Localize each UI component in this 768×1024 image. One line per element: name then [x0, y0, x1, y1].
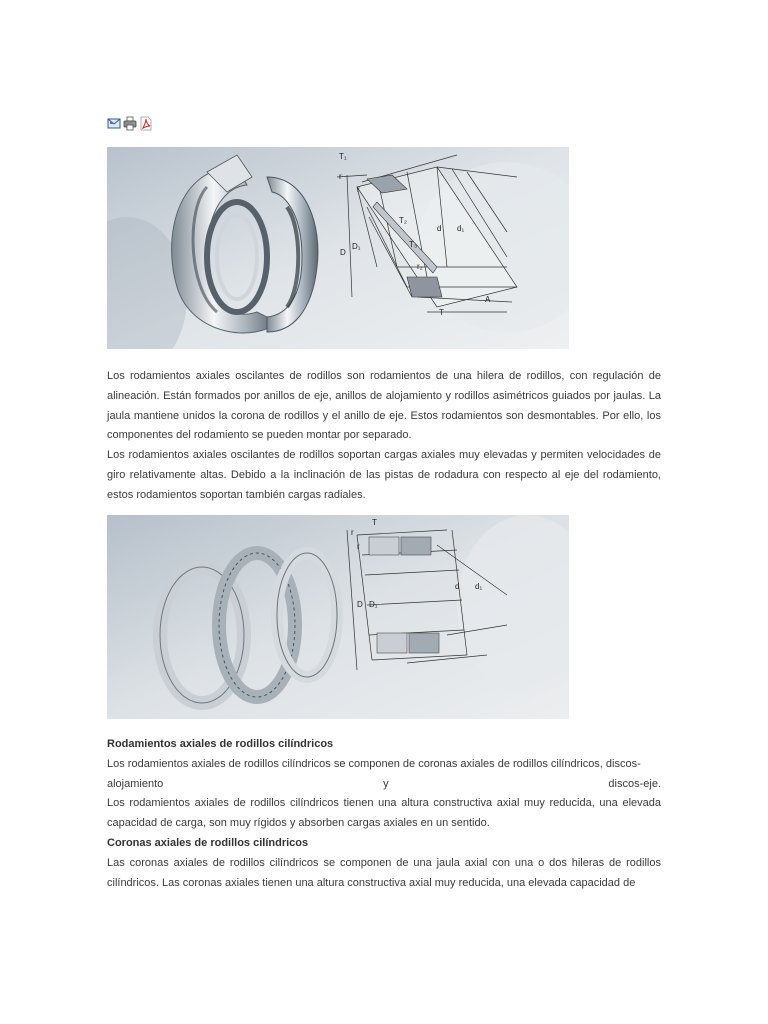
- paragraph-1: Los rodamientos axiales oscilantes de rodillos son rodamientos de una hilera de rodillos, con regulación de alineación. Están formados por anillos de eje, anillos de alojamiento y rodillos asimétricos guiados por jaulas. La jaula mantiene unidos la corona de rodillos y el anillo de eje. Estos rodamientos son desmontables. Por ello, los componentes del rodamiento se pueden montar por separado.: [107, 370, 661, 442]
- section-heading-1: Rodamientos axiales de rodillos cilíndricos: [107, 738, 334, 750]
- fig1-label-t2: T₂: [399, 216, 407, 225]
- fig2-label-d-inner: d: [455, 582, 460, 591]
- email-icon[interactable]: [107, 116, 121, 131]
- word-y: y: [383, 777, 389, 790]
- fig1-label-d1-inner: d₁: [457, 224, 465, 233]
- word-discos-eje: discos-eje.: [608, 777, 661, 790]
- fig2-label-d-outer: D: [357, 600, 363, 609]
- paragraph-4: Los rodamientos axiales de rodillos cilíndricos tienen una altura constructiva axial muy reducida, una elevada capacidad de carga, son muy rígidos y absorben cargas axiales en un sentido.: [107, 797, 661, 830]
- fig1-label-r2: r₂: [417, 262, 423, 271]
- intro-text: [107, 367, 661, 506]
- pdf-icon[interactable]: [139, 116, 153, 131]
- fig1-label-d1-outer: D₁: [352, 242, 361, 251]
- fig1-label-t: T: [439, 308, 444, 317]
- bearing-figure-2: [107, 515, 569, 719]
- paragraph-3b: [107, 775, 661, 795]
- fig2-label-d1-outer: D₁: [369, 600, 378, 609]
- section-heading-2: Coronas axiales de rodillos cilíndricos: [107, 836, 309, 849]
- document-toolbar: [107, 116, 153, 131]
- word-alojamiento: alojamiento: [107, 777, 164, 790]
- fig2-label-r-a: r: [351, 528, 354, 537]
- paragraph-3a: Los rodamientos axiales de rodillos cilíndricos se componen de coronas axiales de rodillos cilíndricos, discos-: [107, 757, 641, 770]
- fig1-label-d-inner: d: [437, 224, 442, 233]
- print-icon[interactable]: [123, 116, 137, 131]
- fig1-label-a: A: [485, 295, 491, 304]
- fig1-label-r-b: r: [357, 185, 360, 194]
- cylindrical-section: [107, 735, 661, 893]
- fig2-label-d1-inner: d₁: [475, 582, 483, 591]
- paragraph-5: Las coronas axiales de rodillos cilíndricos se componen de una jaula axial con una o dos hileras de rodillos cilíndricos. Las coronas axiales tienen una altura constructiva axial muy reducida, una elevada capacidad de: [107, 856, 661, 889]
- fig2-label-t: T: [372, 518, 377, 527]
- bearing-figure-1: [107, 147, 569, 349]
- paragraph-2: Los rodamientos axiales oscilantes de rodillos soportan cargas axiales muy elevadas y permiten velocidades de giro relativamente altas. Debido a la inclinación de las pistas de rodadura con respecto al eje del rodamiento, estos rodamientos soportan también cargas radiales.: [107, 449, 661, 501]
- fig1-label-t3: T₃: [409, 240, 418, 249]
- fig1-label-d-outer: D: [340, 248, 346, 257]
- fig1-label-r-a: r: [339, 172, 342, 181]
- fig1-label-t1: T₁: [339, 152, 347, 161]
- fig2-label-r-b: r: [357, 542, 360, 551]
